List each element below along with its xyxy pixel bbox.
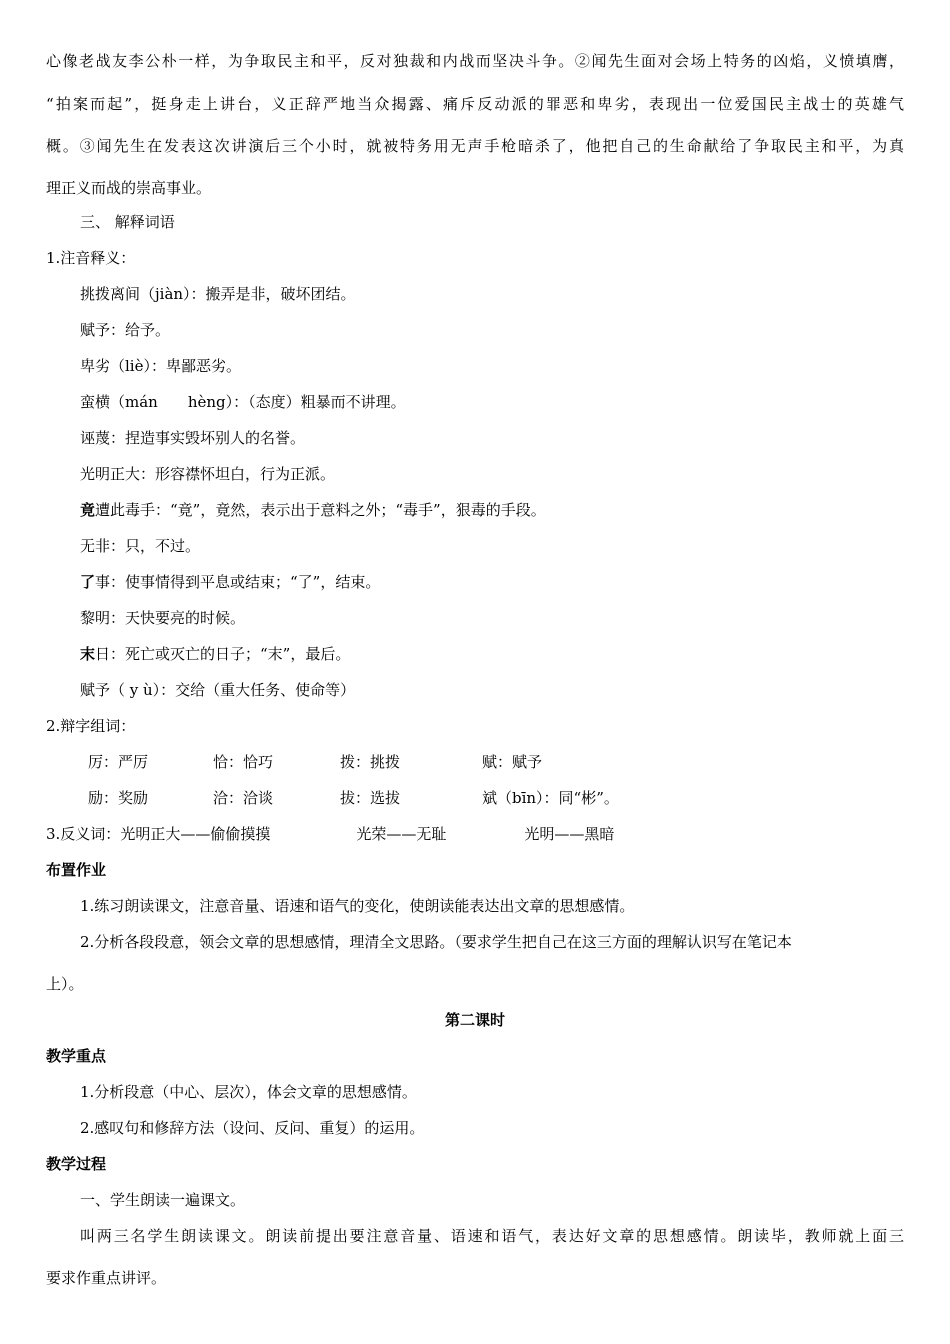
vocab-term: 了 (80, 573, 96, 591)
distinguish-heading: 2.辩字组词： (46, 717, 136, 735)
antonyms-label: 3.反义词： (46, 825, 121, 843)
antonym-pair: 光明正大——偷偷摸摸 (120, 825, 271, 843)
homework-heading: 布置作业 (46, 861, 107, 879)
vocab-definition: 光明正大：形容襟怀坦白，行为正派。 (80, 465, 336, 483)
vocab-definition: 蛮横（mán hèng）：（态度）粗暴而不讲理。 (80, 393, 406, 411)
process-heading: 教学过程 (46, 1155, 107, 1173)
intro-line-3: 概。③闻先生在发表这次讲演后三个小时，就被特务用无声手枪暗杀了，他把自己的生命献给了争取民主和平，为真 (46, 137, 904, 155)
vocab-item (80, 392, 406, 412)
vocab-definition: 黎明：天快要亮的时候。 (80, 609, 246, 627)
vocab-item (80, 500, 546, 520)
vocab-definition: 赋予（ y ù）：交给（重大任务、使命等） (80, 681, 356, 699)
vocab-definition: 事：使事情得到平息或结束；“了”，结束。 (95, 573, 381, 591)
distinguish-cell: 厉：严厉 (88, 753, 149, 771)
homework-item: 1.练习朗读课文，注意音量、语速和语气的变化，使朗读能表达出文章的思想感情。 (80, 897, 635, 915)
homework-item-continued: 上）。 (46, 975, 84, 993)
vocab-item (80, 284, 356, 304)
vocab-item (80, 680, 355, 700)
intro-line-1: 心像老战友李公朴一样，为争取民主和平，反对独裁和内战而坚决斗争。②闻先生面对会场上特务的凶焰，义愤填膺， (46, 52, 904, 70)
antonym-pair: 光荣——无耻 (356, 825, 447, 843)
key-point-item: 1.分析段意（中心、层次），体会文章的思想感情。 (80, 1083, 417, 1101)
vocab-item (80, 356, 241, 376)
distinguish-cell: 赋：赋予 (482, 753, 543, 771)
section-heading: 三、 解释词语 (80, 213, 175, 231)
vocab-definition: 无非：只，不过。 (80, 537, 201, 555)
distinguish-cell: 恰：恰巧 (213, 753, 274, 771)
distinguish-cell: 拨：挑拨 (340, 753, 401, 771)
key-point-item: 2.感叹句和修辞方法（设问、反问、重复）的运用。 (80, 1119, 425, 1137)
vocab-definition: 遭此毒手：“竟”，竟然，表示出于意料之外；“毒手”，狠毒的手段。 (95, 501, 546, 519)
vocab-heading: 1.注音释义： (46, 249, 136, 267)
distinguish-cell: 洽：洽谈 (213, 789, 274, 807)
vocab-definition: 诬蔑：捏造事实毁坏别人的名誉。 (80, 429, 306, 447)
distinguish-cell: 拔：选拔 (340, 789, 401, 807)
intro-line-2: “拍案而起”，挺身走上讲台，义正辞严地当众揭露、痛斥反动派的罪恶和卑劣，表现出一位爱国民主战士的英雄气 (46, 95, 904, 113)
distinguish-row (88, 788, 619, 808)
vocab-item (80, 536, 200, 556)
distinguish-cell: 斌（bīn）：同“彬”。 (482, 789, 619, 807)
vocab-definition: 赋予：给予。 (80, 321, 171, 339)
process-paragraph-line: 要求作重点讲评。 (46, 1269, 167, 1287)
distinguish-row (88, 752, 542, 772)
vocab-item (80, 572, 380, 592)
vocab-term: 竟 (80, 501, 96, 519)
vocab-definition: 卑劣（liè）：卑鄙恶劣。 (80, 357, 241, 375)
antonym-pair: 光明——黑暗 (524, 825, 615, 843)
vocab-item (80, 644, 350, 664)
vocab-item (80, 320, 170, 340)
lesson-title: 第二课时 (444, 1011, 505, 1029)
distinguish-cell: 励：奖励 (88, 789, 149, 807)
vocab-definition: 挑拨离间（jiàn）：搬弄是非，破坏团结。 (80, 285, 356, 303)
vocab-item (80, 464, 335, 484)
process-paragraph-line: 叫两三名学生朗读课文。朗读前提出要注意音量、语速和语气，表达好文章的思想感情。朗读毕，教师就上面三 (80, 1227, 904, 1245)
vocab-definition: 日：死亡或灭亡的日子；“末”，最后。 (95, 645, 351, 663)
key-points-heading: 教学重点 (46, 1047, 107, 1065)
vocab-item (80, 428, 305, 448)
vocab-item (80, 608, 245, 628)
homework-item: 2.分析各段段意，领会文章的思想感情，理清全文思路。（要求学生把自己在这三方面的理解认识写在笔记本 (80, 933, 792, 951)
intro-line-4: 理正义而战的崇高事业。 (46, 179, 212, 197)
process-step: 一、学生朗读一遍课文。 (80, 1191, 246, 1209)
vocab-term: 末 (80, 645, 96, 663)
antonyms-line (46, 824, 614, 844)
